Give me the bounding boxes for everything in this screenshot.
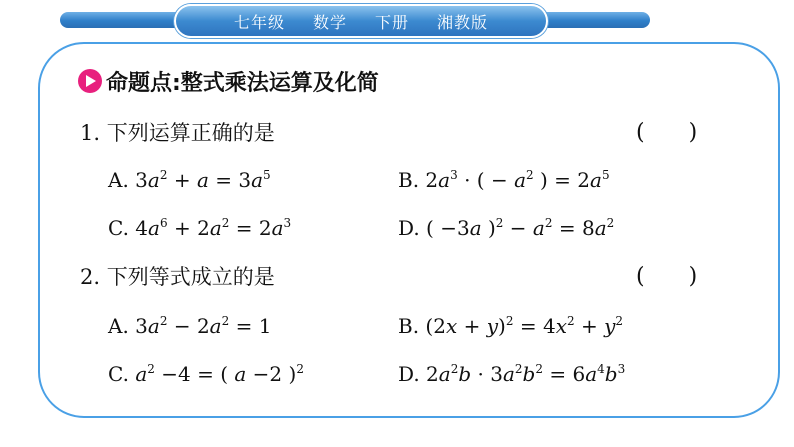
header-edition: 湘教版 [437,12,489,32]
question-1-number: 1. [80,121,101,145]
header-pill [174,4,548,38]
question-1-answer-bracket: ( ) [636,120,698,145]
question-2-text: 下列等式成立的是 [106,265,275,289]
question-2-answer-bracket: ( ) [636,264,698,289]
question-2-option-c[interactable]: C. $a^2 -4$ = ( a −2 )$^2$ [108,362,304,386]
question-1-option-d[interactable]: D. ( −3a )$^2 - a^2 = 8a^2$ [398,216,615,240]
question-2 [80,262,275,292]
question-2-option-a[interactable]: A. $3a^2 - 2a^2 = 1$ [108,314,272,338]
question-2-option-b[interactable]: B. $(2x + y)^2 = 4x^2 + y^2$ [398,314,624,338]
header-subject: 数学 [312,12,347,32]
question-1-option-c[interactable]: C. $4a^6 + 2a^2 = 2a^3$ [108,216,292,240]
question-1-option-a[interactable]: A. $3a^2 + a = 3a^5$ [108,168,271,192]
section-title: 命题点:整式乘法运算及化简 [106,70,379,96]
header-grade: 七年级 [233,12,285,32]
header-volume: 下册 [375,12,410,32]
question-1-text: 下列运算正确的是 [106,121,275,145]
play-icon [78,69,102,93]
question-1 [80,118,275,148]
question-2-option-d[interactable]: D. $2a^2b \cdot 3a^2b^2 = 6a^4b^3$ [398,362,626,386]
question-2-number: 2. [80,265,101,289]
section-heading [78,64,379,98]
question-1-option-b[interactable]: B. $2a^3$ · ( − $a^2$ ) = $2a^5$ [398,168,610,192]
